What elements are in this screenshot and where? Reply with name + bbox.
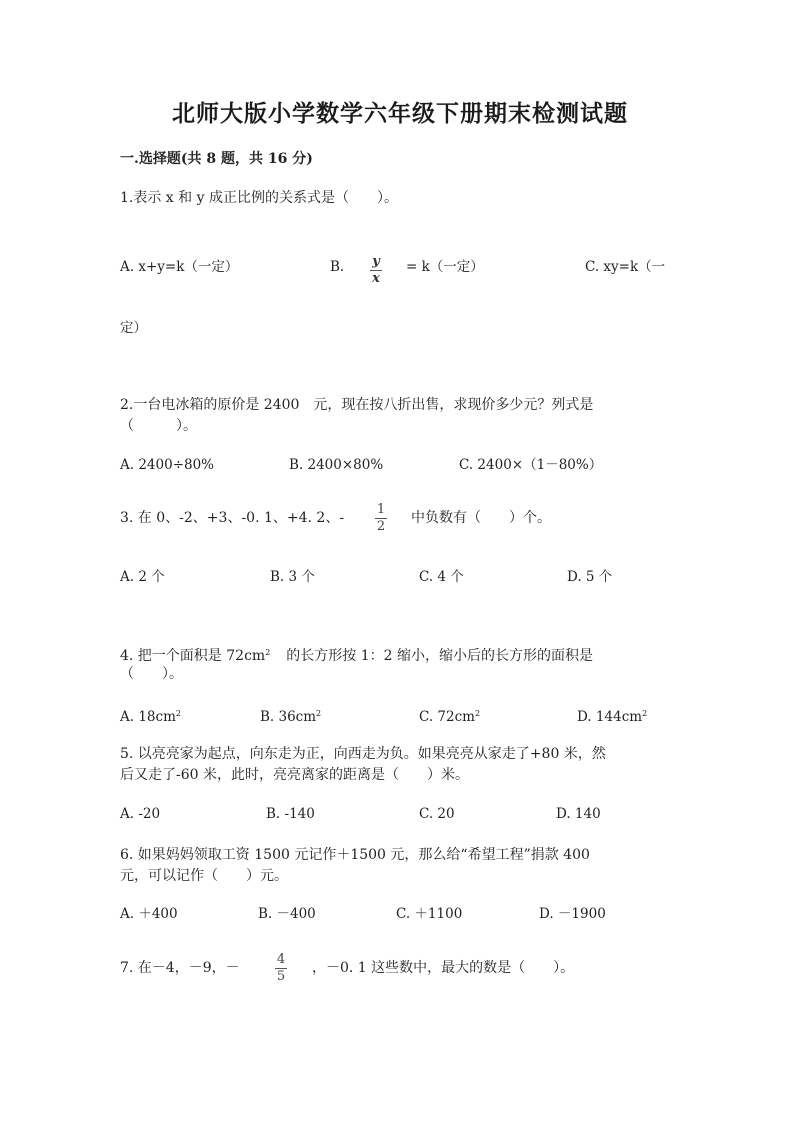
question-4-option-a [120,704,181,727]
option-text: A. 18cm [120,709,176,725]
question-5-option-d: D. 140 [556,806,601,822]
superscript-two: 2 [474,709,481,718]
superscript-two: 2 [316,709,322,718]
question-3-option-c: C. 4 个 [419,569,464,585]
question-6-option-b: B. －400 [258,906,316,922]
question-3-option-b: B. 3 个 [270,569,315,585]
question-4-option-d [577,704,647,727]
question-4-stem-line1 [120,643,593,666]
question-1-option-a: A. x+y=k（一定） [120,259,239,275]
question-3-option-d: D. 5 个 [567,569,613,585]
question-3-stem-end: 中负数有（ ）个。 [411,510,551,526]
question-4-stem-line2: （ ）。 [120,666,183,682]
question-6-option-d: D. －1900 [539,906,606,922]
superscript-two: 2 [175,709,181,718]
question-7-fraction [275,953,287,984]
fraction-denominator: 2 [376,519,386,534]
question-3-fraction [375,503,387,534]
question-3-option-a: A. 2 个 [120,569,165,585]
question-3-stem-start: 3. 在 0、-2、+3、-0. 1、+4. 2、- [120,510,345,526]
question-4-stem-rest: 的长方形按 1：2 缩小，缩小后的长方形的面积是 [286,648,594,664]
question-5-option-c: C. 20 [419,806,455,822]
question-4-option-c [419,704,480,727]
question-6-stem-line2: 元，可以记作（ ）元。 [120,868,288,884]
question-1-option-b-text: = k（一定） [406,259,484,275]
question-4-option-b [260,704,321,727]
section-heading: 一.选择题(共 8 题，共 16 分) [120,151,313,167]
question-5-option-a: A. -20 [120,806,161,822]
question-1-option-c: C. xy=k（一 [585,259,666,275]
option-text: C. 72cm [419,709,475,725]
question-1-stem: 1.表示 x 和 y 成正比例的关系式是（ ）。 [120,190,398,206]
question-2-option-c: C. 2400×（1－80%） [459,457,603,473]
question-1-option-b-label: B. [330,259,345,275]
fraction-numerator: 4 [276,952,286,967]
fraction-numerator: y [372,254,380,269]
question-5-stem-line1: 5. 以亮亮家为起点，向东走为正，向西走为负。如果亮亮从家走了+80 米，然 [120,746,606,762]
fraction-numerator: 1 [376,502,386,517]
question-7-stem-start: 7. 在－4，－9，－ [120,960,240,976]
option-text: B. 36cm [260,709,317,725]
question-2-option-a: A. 2400÷80% [120,457,215,473]
question-2-stem-line2: （ ）。 [120,418,197,434]
question-1-option-b-fraction [370,255,382,286]
fraction-denominator: 5 [276,969,286,984]
fraction-denominator: x [372,271,380,286]
superscript-two: 2 [265,648,271,657]
question-5-stem-line2: 后又走了-60 米，此时，亮亮离家的距离是（ ）米。 [120,767,469,783]
option-text: D. 144cm [577,709,643,725]
question-2-option-b: B. 2400×80% [289,457,384,473]
question-1-option-c-continued: 定） [120,320,147,336]
question-4-area-value: 4. 把一个面积是 72cm [120,648,266,664]
question-5-option-b: B. -140 [266,806,315,822]
question-6-stem-line1: 6. 如果妈妈领取工资 1500 元记作＋1500 元，那么给“希望工程”捐款 400 [120,847,590,863]
question-2-stem-line1: 2.一台电冰箱的原价是 2400 元，现在按八折出售，求现价多少元？列式是 [120,397,594,413]
question-7-stem-end: ，－0. 1 这些数中，最大的数是（ ）。 [312,960,575,976]
question-6-option-c: C. ＋1100 [396,906,463,922]
question-6-option-a: A. ＋400 [120,906,178,922]
page-title: 北师大版小学数学六年级下册期末检测试题 [172,100,628,127]
superscript-two: 2 [642,709,648,718]
